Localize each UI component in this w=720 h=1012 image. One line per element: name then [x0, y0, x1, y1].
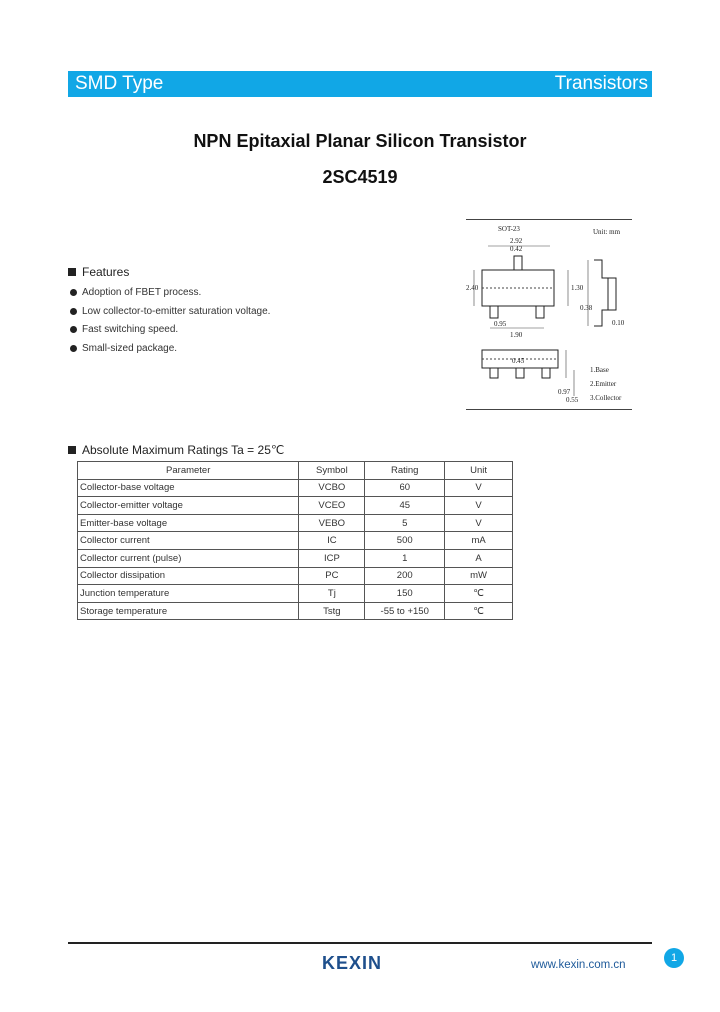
unit-cell: V: [445, 514, 513, 532]
symbol-cell: ICP: [299, 549, 365, 567]
feature-text: Fast switching speed.: [82, 324, 179, 336]
rating-cell: 200: [365, 567, 445, 585]
unit-cell: ℃: [445, 585, 513, 603]
table-row: [78, 602, 513, 620]
symbol-cell: Tstg: [299, 602, 365, 620]
banner-right-label: Transistors: [554, 73, 648, 94]
rating-cell: 45: [365, 497, 445, 515]
parameter-cell: Collector-emitter voltage: [78, 497, 299, 515]
list-item: [68, 302, 270, 321]
table-header-row: [78, 462, 513, 480]
unit-cell: A: [445, 549, 513, 567]
unit-cell: V: [445, 497, 513, 515]
symbol-cell: VCBO: [299, 479, 365, 497]
parameter-cell: Collector current: [78, 532, 299, 550]
ratings-heading: [68, 443, 284, 457]
unit-cell: V: [445, 479, 513, 497]
rating-cell: 150: [365, 585, 445, 603]
list-item: [68, 283, 270, 302]
dim-label: 0.38: [580, 304, 593, 312]
parameter-cell: Emitter-base voltage: [78, 514, 299, 532]
round-bullet-icon: [70, 308, 77, 315]
dim-label: 2.92: [510, 237, 523, 245]
features-heading-label: Features: [82, 265, 130, 279]
header-banner: [68, 71, 652, 97]
unit-cell: ℃: [445, 602, 513, 620]
website-link[interactable]: www.kexin.com.cn: [531, 959, 626, 971]
document-title: NPN Epitaxial Planar Silicon Transistor: [193, 131, 527, 151]
column-header: Symbol: [299, 462, 365, 480]
pin-label: 1.Base: [590, 366, 609, 374]
unit-cell: mW: [445, 567, 513, 585]
dim-label: 0.55: [566, 396, 579, 404]
table-row: [78, 567, 513, 585]
parameter-cell: Collector dissipation: [78, 567, 299, 585]
round-bullet-icon: [70, 326, 77, 333]
column-header: Parameter: [78, 462, 299, 480]
list-item: [68, 321, 270, 340]
pin-label: 3.Collector: [590, 394, 622, 402]
table-row: [78, 514, 513, 532]
list-item: [68, 339, 270, 358]
rating-cell: 1: [365, 549, 445, 567]
feature-text: Small-sized package.: [82, 343, 178, 355]
dim-label: 1.30: [571, 284, 584, 292]
rating-cell: -55 to +150: [365, 602, 445, 620]
table-row: [78, 479, 513, 497]
symbol-cell: Tj: [299, 585, 365, 603]
dim-label: 0.45: [512, 357, 525, 365]
table-row: [78, 549, 513, 567]
package-name: SOT-23: [498, 225, 520, 233]
banner-left-label: SMD Type: [75, 73, 164, 94]
parameter-cell: Collector current (pulse): [78, 549, 299, 567]
dim-label: 0.10: [612, 319, 625, 327]
pin-label: 2.Emitter: [590, 380, 617, 388]
table-row: [78, 585, 513, 603]
square-bullet-icon: [68, 446, 76, 454]
features-list: [68, 283, 270, 358]
part-number: 2SC4519: [322, 167, 398, 187]
round-bullet-icon: [70, 289, 77, 296]
symbol-cell: PC: [299, 567, 365, 585]
kexin-logo: KEXIN: [322, 953, 383, 973]
unit-cell: mA: [445, 532, 513, 550]
unit-label: Unit: mm: [593, 228, 621, 236]
parameter-cell: Storage temperature: [78, 602, 299, 620]
table-row: [78, 497, 513, 515]
symbol-cell: IC: [299, 532, 365, 550]
dim-label: 1.90: [510, 331, 523, 339]
footer-divider: [68, 942, 652, 944]
table-row: [78, 532, 513, 550]
column-header: Unit: [445, 462, 513, 480]
rating-cell: 5: [365, 514, 445, 532]
parameter-cell: Collector-base voltage: [78, 479, 299, 497]
rating-cell: 60: [365, 479, 445, 497]
dim-label: 0.95: [494, 320, 507, 328]
column-header: Rating: [365, 462, 445, 480]
round-bullet-icon: [70, 345, 77, 352]
dim-label: 0.42: [510, 245, 523, 253]
dim-label: 0.97: [558, 388, 571, 396]
package-drawing: [466, 219, 632, 410]
ratings-table: [77, 461, 513, 620]
features-heading: [68, 265, 129, 279]
ratings-heading-label: Absolute Maximum Ratings Ta = 25℃: [82, 443, 285, 457]
rating-cell: 500: [365, 532, 445, 550]
symbol-cell: VEBO: [299, 514, 365, 532]
dim-label: 2.40: [466, 284, 479, 292]
symbol-cell: VCEO: [299, 497, 365, 515]
feature-text: Adoption of FBET process.: [82, 286, 202, 298]
feature-text: Low collector-to-emitter saturation voltage.: [82, 305, 271, 317]
page-number-badge: 1: [664, 948, 684, 968]
square-bullet-icon: [68, 268, 76, 276]
parameter-cell: Junction temperature: [78, 585, 299, 603]
